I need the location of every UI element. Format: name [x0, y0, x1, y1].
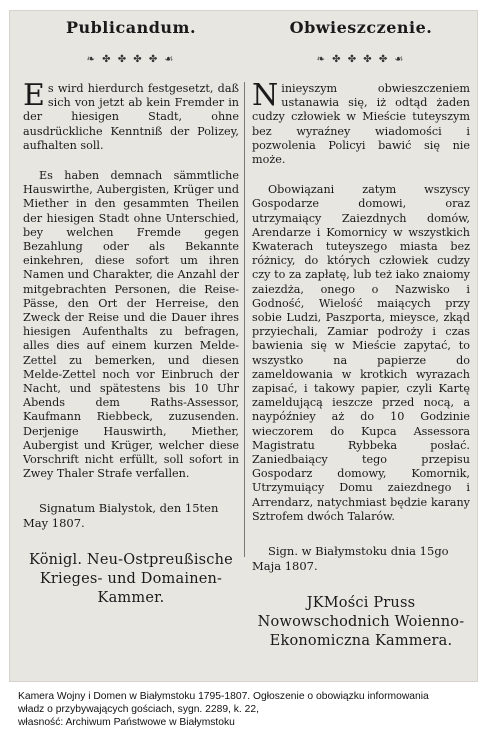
caption-line-3: własność: Archiwum Państwowe w Białymstoku [18, 717, 235, 728]
german-drop-cap: E [23, 78, 45, 113]
column-divider [244, 82, 245, 557]
polish-paragraph-1-text: inieyszym obwieszczeniem ustanawia się, iż odtąd żaden cudzy człowiek w Mieście tuteyszym bez wyraźney wiadomości i pozwolenia Policyi bawić się nie może. [252, 82, 470, 167]
polish-paragraph-2: Obowiązani zatym wszyscy Gospodarze domowi, oraz utrzymaiący Zaiezdnych domów, Arendarze i Komornicy w wszystkich Kwaterach tuteyszego miasta bez różnicy, do których człowiek cudzy czy to za zapłatę, lub też iako znaiomy zaiezdża, onego o Nazwisko i Godność, Wielość maiących przy sobie Ludzi, Paszporta, mieysce, zkąd przyiechali, Zamiar podroży i czas bawienia się w Mieście zapytać, to wszystko na papierze do zameldowania w krotkich wyrazach zapisać, i takowy papier, czyli Kartę zameldującą ieszcze przed nocą, a naypóźniey aż do 10 Godzinie wieczorem do Kupca Assessora Magistratu Rybbeka posłać. Zaniedbaiący tego przepisu Gospodarz domowy, Komornik, Utrzymuiący Domu zaiezdnego i Arrendarz, natychmiast będzie karany Sztrofem dwóch Talarów. [252, 183, 470, 523]
german-paragraph-1-text: s wird hierdurch festgesetzt, daß sich von jetzt ab kein Fremder in der hiesigen Stadt, ohne ausdrückliche Kenntniß der Polizey, aufhalten soll. [23, 82, 239, 152]
polish-heading: Obwieszczenie. [289, 18, 433, 37]
polish-signature: Sign. w Białymstoku dnia 15go Maja 1807. [252, 544, 449, 574]
german-paragraph-1 [23, 78, 239, 153]
german-ornament: ❧ ✤ ✤ ✤ ✤ ☙ [86, 54, 176, 65]
caption-line-1: Kamera Wojny i Domen w Białymstoku 1795-1807. Ogłoszenie o obowiązku informowania [18, 691, 429, 702]
german-paragraph-2: Es haben demnach sämmtliche Hauswirthe, Aubergisten, Krüger und Miether in den gesammten Theilen der hiesigen Stadt ohne Unterschied, bey welchen Fremde gegen Bezahlung oder als Bekannte einkehren, diese sofort um ihren Namen und Charakter, die Anzahl der mitgebrachten Personen, die Reise-Pässe, den Ort der Herreise, den Zweck der Reise und die Dauer ihres hiesigen Aufenthalts zu befragen, alles dies auf einem kurzen Melde-Zettel zu bemerken, und diesen Melde-Zettel noch vor Einbruch der Nacht, und spätestens bis 10 Uhr Abends dem Raths-Assessor, Kaufmann Riebbeck, zuzusenden. Derjenige Hauswirth, Miether, Aubergist und Krüger, welcher diese Vorschrift nicht erfüllt, soll sofort in Zwey Thaler Strafe verfallen. [23, 169, 239, 481]
german-authority: Königl. Neu-Ostpreußische Krieges- und Domainen-Kammer. [29, 552, 233, 607]
polish-authority: JKMości Pruss Nowowschodnich Woienno-Ekonomiczna Kammera. [257, 595, 465, 650]
polish-ornament: ❧ ✤ ✤ ✤ ✤ ☙ [316, 54, 406, 65]
german-heading: Publicandum. [65, 18, 197, 37]
polish-drop-cap: N [252, 78, 279, 113]
archive-caption [18, 690, 478, 729]
german-signature: Signatum Bialystok, den 15ten May 1807. [23, 501, 219, 531]
german-column [23, 16, 239, 608]
caption-line-2: władz o przybywających gościach, sygn. 2289, k. 22, [18, 704, 259, 715]
polish-column [252, 16, 470, 651]
polish-paragraph-1 [252, 78, 470, 167]
